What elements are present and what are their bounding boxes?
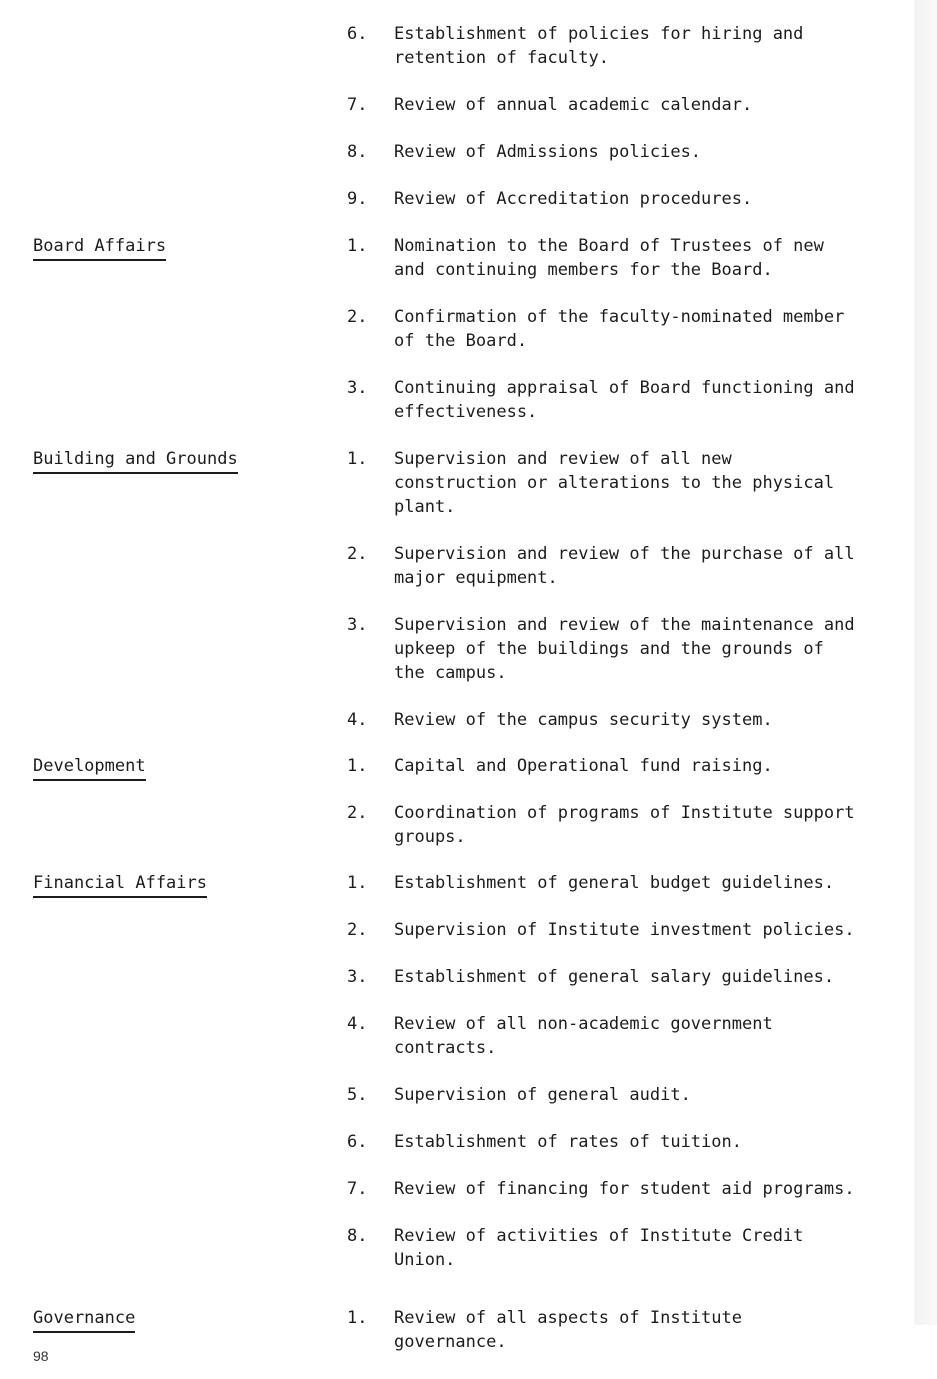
list-item xyxy=(0,613,920,685)
list-item xyxy=(0,234,920,282)
list-item xyxy=(0,1130,920,1154)
item-number: 1. xyxy=(347,873,368,893)
list-item xyxy=(0,708,920,732)
list-item xyxy=(0,1306,920,1354)
item-number: 1. xyxy=(347,236,368,256)
item-number: 7. xyxy=(347,95,368,115)
section-building-and-grounds xyxy=(0,447,920,755)
list-item xyxy=(0,376,920,424)
item-number: 8. xyxy=(347,1226,368,1246)
item-text: Review of financing for student aid programs. xyxy=(394,1179,855,1199)
item-text: Establishment of rates of tuition. xyxy=(394,1132,742,1152)
section-development xyxy=(0,754,920,872)
section-financial-affairs xyxy=(0,871,920,1295)
item-text: Review of the campus security system. xyxy=(394,710,773,730)
item-text: Review of activities of Institute Credit Union. xyxy=(394,1226,804,1270)
item-text: Supervision and review of the maintenance and upkeep of the buildings and the grounds of the campus. xyxy=(394,615,855,683)
list-item xyxy=(0,22,920,70)
item-number: 3. xyxy=(347,615,368,635)
list-item xyxy=(0,93,920,117)
item-number: 2. xyxy=(347,920,368,940)
section-board-affairs xyxy=(0,234,920,447)
item-text: Review of annual academic calendar. xyxy=(394,95,753,115)
item-text: Supervision of Institute investment policies. xyxy=(394,920,855,940)
list-item xyxy=(0,187,920,211)
list-item xyxy=(0,754,920,778)
item-text: Review of all non-academic government contracts. xyxy=(394,1014,773,1058)
item-number: 2. xyxy=(347,544,368,564)
item-number: 4. xyxy=(347,710,368,730)
item-text: Supervision and review of the purchase of all major equipment. xyxy=(394,544,855,588)
item-text: Review of Admissions policies. xyxy=(394,142,702,162)
item-number: 3. xyxy=(347,967,368,987)
section-heading: Governance xyxy=(33,1306,135,1333)
list-item xyxy=(0,305,920,353)
item-text: Continuing appraisal of Board functioning and effectiveness. xyxy=(394,378,855,422)
item-number: 3. xyxy=(347,378,368,398)
section-heading: Building and Grounds xyxy=(33,447,238,474)
item-text: Establishment of general salary guidelines. xyxy=(394,967,835,987)
item-text: Establishment of general budget guidelines. xyxy=(394,873,835,893)
section-academic-continued xyxy=(0,22,920,234)
list-item xyxy=(0,801,920,849)
item-number: 7. xyxy=(347,1179,368,1199)
item-number: 2. xyxy=(347,803,368,823)
item-number: 9. xyxy=(347,189,368,209)
list-item xyxy=(0,871,920,895)
item-text: Review of Accreditation procedures. xyxy=(394,189,753,209)
section-heading: Board Affairs xyxy=(33,234,166,261)
item-text: Supervision and review of all new construction or alterations to the physical plant. xyxy=(394,449,835,517)
page-number: 98 xyxy=(33,1348,49,1364)
list-item xyxy=(0,1224,920,1272)
item-number: 2. xyxy=(347,307,368,327)
list-item xyxy=(0,1177,920,1201)
list-item xyxy=(0,918,920,942)
item-number: 6. xyxy=(347,1132,368,1152)
item-number: 1. xyxy=(347,756,368,776)
item-text: Capital and Operational fund raising. xyxy=(394,756,773,776)
item-number: 8. xyxy=(347,142,368,162)
list-item xyxy=(0,140,920,164)
list-item xyxy=(0,1012,920,1060)
item-number: 1. xyxy=(347,449,368,469)
item-text: Confirmation of the faculty-nominated member of the Board. xyxy=(394,307,845,351)
item-number: 4. xyxy=(347,1014,368,1034)
section-heading: Development xyxy=(33,754,146,781)
list-item xyxy=(0,1083,920,1107)
item-text: Establishment of policies for hiring and retention of faculty. xyxy=(394,24,804,68)
item-text: Nomination to the Board of Trustees of new and continuing members for the Board. xyxy=(394,236,824,280)
item-text: Coordination of programs of Institute support groups. xyxy=(394,803,855,847)
item-number: 5. xyxy=(347,1085,368,1105)
item-text: Supervision of general audit. xyxy=(394,1085,691,1105)
section-heading: Financial Affairs xyxy=(33,871,207,898)
item-number: 1. xyxy=(347,1308,368,1328)
list-item xyxy=(0,965,920,989)
item-text: Review of all aspects of Institute governance. xyxy=(394,1308,742,1352)
section-governance xyxy=(0,1306,920,1377)
list-item xyxy=(0,447,920,519)
item-number: 6. xyxy=(347,24,368,44)
list-item xyxy=(0,542,920,590)
